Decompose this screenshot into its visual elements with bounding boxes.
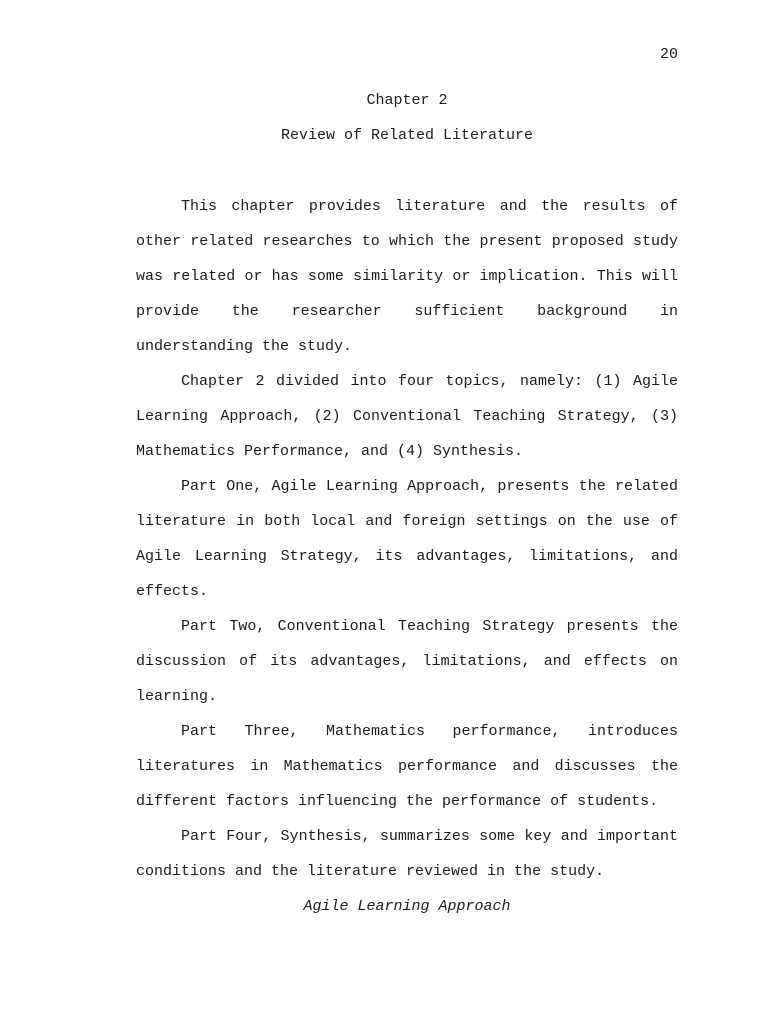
paragraph-intro: This chapter provides literature and the results of other related researches to which the present proposed study was related or has some similarity or implication. This will provide the researcher sufficient background in understanding the study. [136,198,678,355]
paragraph-part-three: Part Three, Mathematics performance, introduces literatures in Mathematics performance and discusses the different factors influencing the performance of students. [136,723,678,810]
section-heading: Agile Learning Approach [303,898,511,915]
paragraph-part-one: Part One, Agile Learning Approach, presents the related literature in both local and foreign settings on the use of Agile Learning Strategy, its advantages, limitations, and effects. [136,478,678,600]
paragraph-topics: Chapter 2 divided into four topics, namely: (1) Agile Learning Approach, (2) Conventional Teaching Strategy, (3) Mathematics Performance, and (4) Synthesis. [136,373,678,460]
page-number: 20 [659,46,678,63]
chapter-label: Chapter 2 [366,92,448,109]
paragraph-part-two: Part Two, Conventional Teaching Strategy presents the discussion of its advantages, limitations, and effects on learning. [136,618,678,705]
body-text [136,189,678,924]
chapter-title: Review of Related Literature [280,127,534,144]
paragraph-part-four: Part Four, Synthesis, summarizes some key and important conditions and the literature reviewed in the study. [136,828,678,880]
